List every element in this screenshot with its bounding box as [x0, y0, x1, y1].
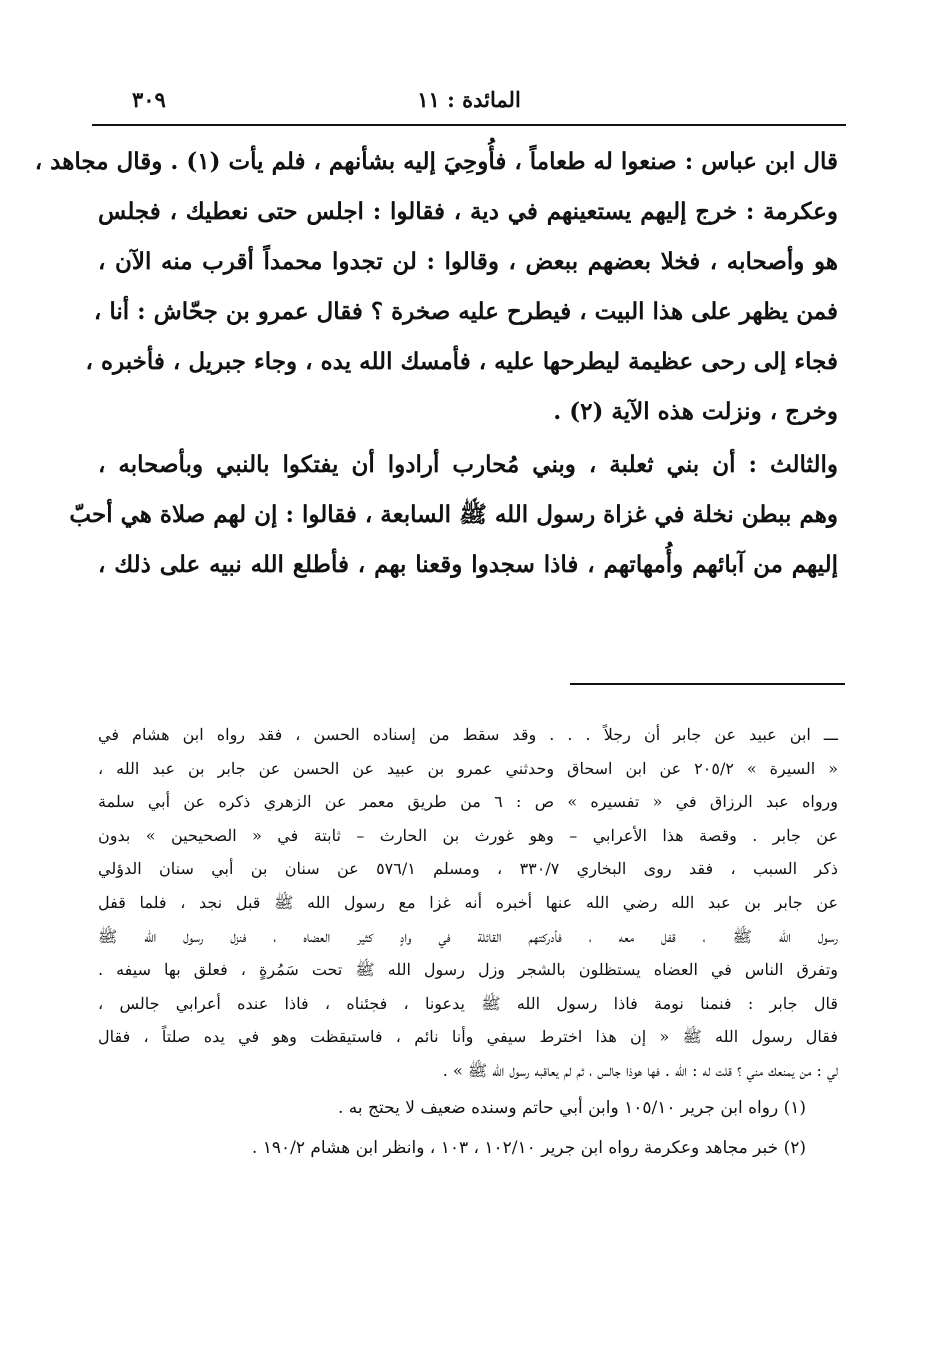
main-text	[34, 137, 838, 590]
note-line: قال جابر : فنمنا نومة فاذا رسول الله ﷺ يدعونا ، فجئناه ، فاذا عنده أعرابي جالس ،	[98, 993, 838, 1013]
main-text-line: إليهم من آبائهم وأُمهاتهم ، فاذا سجدوا وقعنا بهم ، فأطلع الله نبيه على ذلك ،	[98, 551, 838, 578]
footnote-1: (١) رواه ابن جرير ١٠٥/١٠ وابن أبي حاتم وسنده ضعيف لا يحتج به .	[337, 1097, 806, 1118]
main-text-line: وخرج ، ونزلت هذه الآية (٢) .	[553, 398, 838, 425]
note-line: فقال رسول الله ﷺ « إن هذا اخترط سيفي وأنا نائم ، فاستيقظت وهو في يده صلتاً ، فقال	[98, 1027, 838, 1047]
page-header	[92, 80, 846, 120]
note-line: ورواه عبد الرزاق في « تفسيره » ص : ٦ من طريق معمر عن الزهري ذكره عن أبي سلمة	[98, 792, 839, 812]
note-line: وتفرق الناس في العضاه يستظلون بالشجر وزل رسول الله ﷺ تحت سَمُرةٍ ، فعلق بها سيفه .	[98, 960, 838, 980]
note-line: ذكر السبب ، فقد روى البخاري ٣٣٠/٧ ، ومسلم ٥٧٦/١ عن سنان بن أبي سنان الدؤلي	[98, 859, 839, 879]
note-line: عن جابر بن عبد الله رضي الله عنها أخبره أنه غزا مع رسول الله ﷺ قبل نجد ، فلما قفل	[98, 892, 838, 912]
main-text-line: وهم ببطن نخلة في غزاة رسول الله ﷺ السابعة ، فقالوا : إن لهم صلاة هي أحبّ	[69, 501, 838, 528]
note-line: « السيرة » ٢٠٥/٢ عن ابن اسحاق وحدثني عمرو بن عبيد عن الحسن عن جابر بن عبد الله ،	[98, 758, 838, 778]
main-text-line: فمن يظهر على هذا البيت ، فيطرح عليه صخرة ؟ فقال عمرو بن جحّاش : أنا ،	[93, 298, 838, 325]
note-line: عن جابر . وقصة هذا الأعرابي – وهو غورث بن الحارث – ثابتة في « الصحيحين » بدون	[98, 825, 839, 845]
main-text-line: قال ابن عباس : صنعوا له طعاماً ، فأُوحِيَ إليه بشأنهم ، فلم يأت (١) . وقال مجاهد ،	[34, 148, 838, 175]
footnote-2: (٢) خبر مجاهد وعكرمة رواه ابن جرير ١٠٢/١٠ ، ١٠٣ ، وانظر ابن هشام ١٩٠/٢ .	[251, 1137, 806, 1158]
page-number: ٣٠٩	[132, 87, 166, 112]
main-text-line: فجاء إلى رحى عظيمة ليطرحها عليه ، فأمسك الله يده ، وجاء جبريل ، فأخبره ،	[85, 348, 838, 375]
main-text-line: والثالث : أن بني ثعلبة ، وبني مُحارب أرادوا أن يفتكوا بالنبي وبأصحابه ،	[98, 451, 838, 478]
main-text-line: وعكرمة : خرج إليهم يستعينهم في دية ، فقالوا : اجلس حتى نعطيك ، فجلس	[98, 198, 838, 225]
main-text-line: هو وأصحابه ، فخلا بعضهم ببعض ، وقالوا : لن تجدوا محمداً أقرب منه الآن ،	[98, 248, 838, 275]
note-line: لي : من يمنعك مني ؟ قلت له : الله . فها هوذا جالس ، ثم لم يعاقبه رسول الله ﷺ » .	[442, 1060, 838, 1080]
footnotes-section	[98, 718, 838, 1168]
header-rule	[92, 124, 846, 126]
footnote-separator	[570, 683, 845, 685]
chapter-verse-heading: المائدة : ١١	[417, 87, 521, 112]
note-line: رسول الله ﷺ ، قفل معه ، فأدركتهم القائلة في وادٍ كثير العضاه ، فنزل رسول الله ﷺ	[98, 926, 839, 946]
note-line: ـــ ابن عبيد عن جابر أن رجلاً . . . وقد سقط من إسناده الحسن ، فقد رواه ابن هشام في	[98, 725, 838, 744]
